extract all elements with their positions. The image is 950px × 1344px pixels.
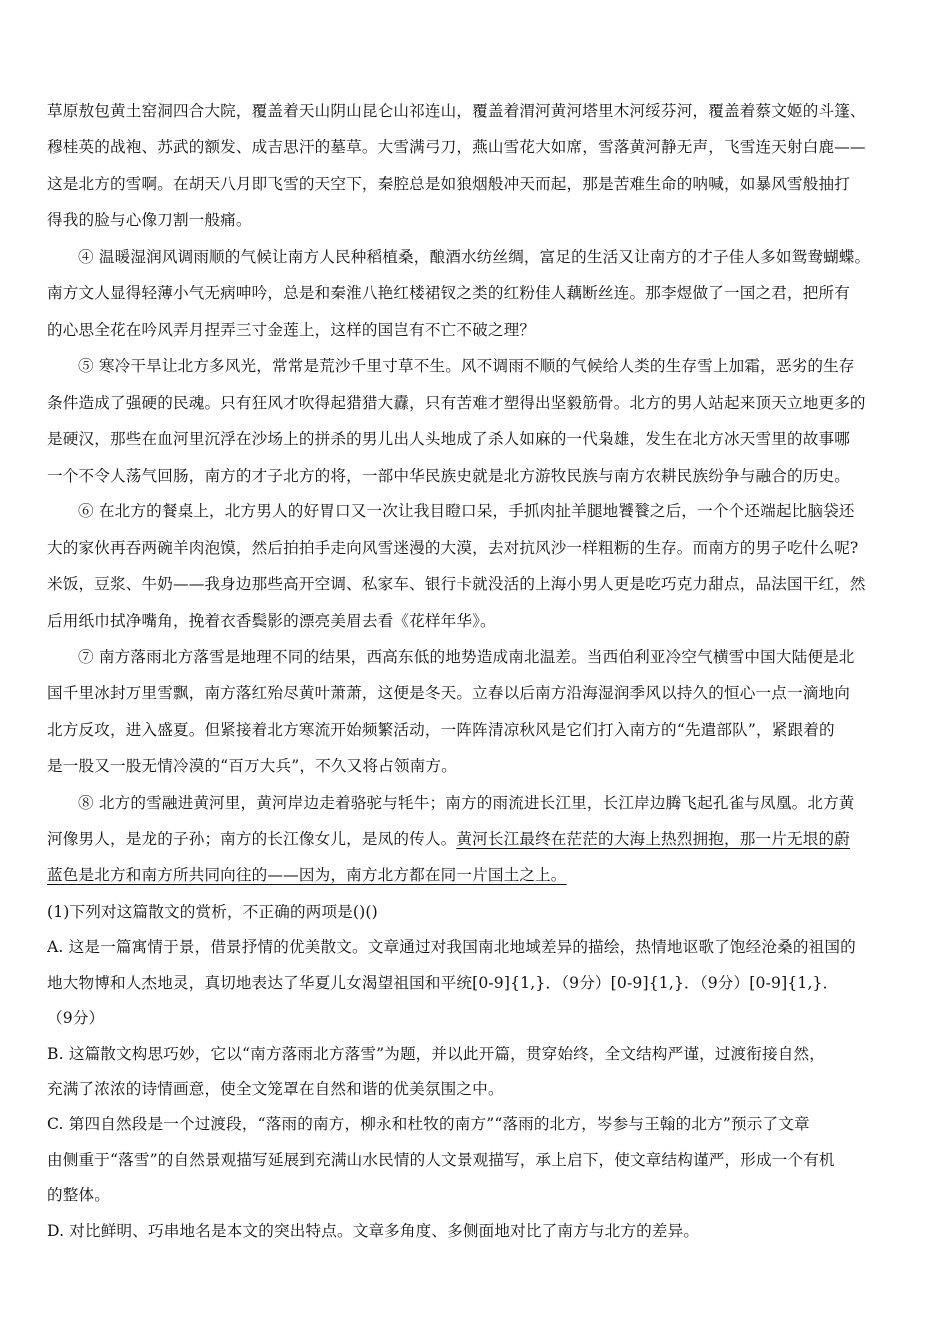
underlined-sentence: 黄河长江最终在茫茫的大海上热烈拥抱，那一片无垠的蔚	[456, 830, 850, 848]
option-a-line: 地大物博和人杰地灵，真切地表达了华夏儿女渴望祖国和平统[0-9]{1,}．（9分）[0-9]{1,}．（9分）[0-9]{1,}．	[47, 974, 839, 992]
passage-line: 得我的脸与心像刀割一般痛。	[47, 211, 252, 229]
option-c-line: 由侧重于“落雪”的自然景观描写延展到充满山水民情的人文景观描写，承上启下，使文章结构谨严，形成一个有机	[47, 1151, 835, 1169]
passage-line: 穆桂英的战袍、苏武的额发、成吉思汗的墓草。大雪满弓刀，燕山雪花大如席，雪落黄河静无声，飞雪连天射白鹿——	[47, 138, 866, 156]
option-d: D. 对比鲜明、巧串地名是本文的突出特点。文章多角度、多侧面地对比了南方与北方的差异。	[47, 1222, 700, 1240]
passage-text: 河像男人，是龙的子孙；南方的长江像女儿，是凤的传人。	[47, 830, 457, 848]
paragraph-4-start: ④ 温暖湿润风调雨顺的气候让南方人民种稻植桑，酿酒水纺丝绸，富足的生活又让南方的才子佳人多如鸳鸯蝴蝶。	[78, 248, 871, 266]
paragraph-5-start: ⑤ 寒冷干旱让北方多风光，常常是荒沙千里寸草不生。风不调雨不顺的气候给人类的生存雪上加霜，恶劣的生存	[78, 357, 855, 375]
passage-line: 南方文人显得轻薄小气无病呻吟，总是和秦淮八艳红楼裙钗之类的红粉佳人藕断丝连。那李煜做了一国之君，把所有	[47, 284, 850, 302]
passage-line: 后用纸巾拭净嘴角，挽着衣香鬓影的漂亮美眉去看《花样年华》。	[47, 612, 496, 630]
passage-line: 一个不令人荡气回肠，南方的才子北方的将，一部中华民族史就是北方游牧民族与南方农耕民族纷争与融合的历史。	[47, 467, 850, 485]
passage-line: 北方反攻，进入盛夏。但紧接着北方寒流开始频繁活动，一阵阵清凉秋风是它们打入南方的“先遣部队”，紧跟着的	[47, 721, 835, 739]
passage-line: 草原敖包黄土窑洞四合大院，覆盖着天山阴山昆仑山祁连山，覆盖着渭河黄河塔里木河绥芬河，覆盖着蔡文姬的斗篷、	[47, 102, 866, 120]
passage-line: 是硬汉，那些在血河里沉浮在沙场上的拼杀的男儿出人头地成了杀人如麻的一代枭雄，发生在北方冰天雪里的故事哪	[47, 430, 850, 448]
passage-line	[47, 822, 907, 856]
paragraph-7-start: ⑦ 南方落雨北方落雪是地理不同的结果，西高东低的地势造成南北温差。当西伯利亚冷空气横雪中国大陆便是北	[78, 648, 855, 666]
option-b: B. 这篇散文构思巧妙，它以“南方落雨北方落雪”为题，并以此开篇，贯穿始终，全文结构严谨，过渡衔接自然，	[47, 1045, 826, 1063]
passage-line: 是一股又一股无情冷漠的“百万大兵”，不久又将占领南方。	[47, 757, 457, 775]
question-stem: (1)下列对这篇散文的赏析，不正确的两项是()()	[47, 903, 378, 921]
passage-line: 这是北方的雪啊。在胡天八月即飞雪的天空下，秦腔总是如狼烟般冲天而起，那是苦难生命的呐喊，如暴风雪般抽打	[47, 175, 850, 193]
option-a-line: （9分）	[47, 1009, 105, 1027]
underlined-sentence-end: 蓝色是北方和南方所共同向往的——因为，南方北方都在同一片国土之上。	[47, 866, 567, 884]
passage-line: 的心思全花在吟风弄月捏弄三寸金莲上，这样的国岂有不亡不破之理？	[47, 321, 536, 339]
passage-line: 条件造成了强硬的民魂。只有狂风才吹得起猎猎大纛，只有苦难才塑得出坚毅筋骨。北方的男人站起来顶天立地更多的	[47, 394, 866, 412]
paragraph-8-start: ⑧ 北方的雪融进黄河里，黄河岸边走着骆驼与牦牛；南方的雨流进长江里，长江岸边腾飞起孔雀与凤凰。北方黄	[78, 794, 855, 812]
option-a: A. 这是一篇寓情于景，借景抒情的优美散文。文章通过对我国南北地域差异的描绘，热情地讴歌了饱经沧桑的祖国的	[47, 938, 856, 956]
passage-line: 米饭，豆浆、牛奶——我身边那些高开空调、私家车、银行卡就没活的上海小男人更是吃巧克力甜点，品法国干红，然	[47, 575, 866, 593]
passage-line: 国千里冰封万里雪飘，南方落红殆尽黄叶萧萧，这便是冬天。立春以后南方沿海湿润季风以持久的恒心一点一滴地向	[47, 684, 850, 702]
paragraph-6-start: ⑥ 在北方的餐桌上，北方男人的好胃口又一次让我目瞪口呆，手抓肉扯羊腿地饕餮之后，一个个还端起比脑袋还	[78, 502, 855, 520]
option-b-line: 充满了浓浓的诗情画意，使全文笼罩在自然和谐的优美氛围之中。	[47, 1080, 504, 1098]
passage-line: 大的家伙再吞两碗羊肉泡馍，然后拍拍手走向风雪迷漫的大漠，去对抗风沙一样粗粝的生存。而南方的男子吃什么呢?	[47, 539, 859, 557]
option-c: C. 第四自然段是一个过渡段，“落雨的南方，柳永和杜牧的南方”“落雨的北方，岑参与王翰的北方”预示了文章	[47, 1115, 810, 1133]
option-c-line: 的整体。	[47, 1186, 110, 1204]
